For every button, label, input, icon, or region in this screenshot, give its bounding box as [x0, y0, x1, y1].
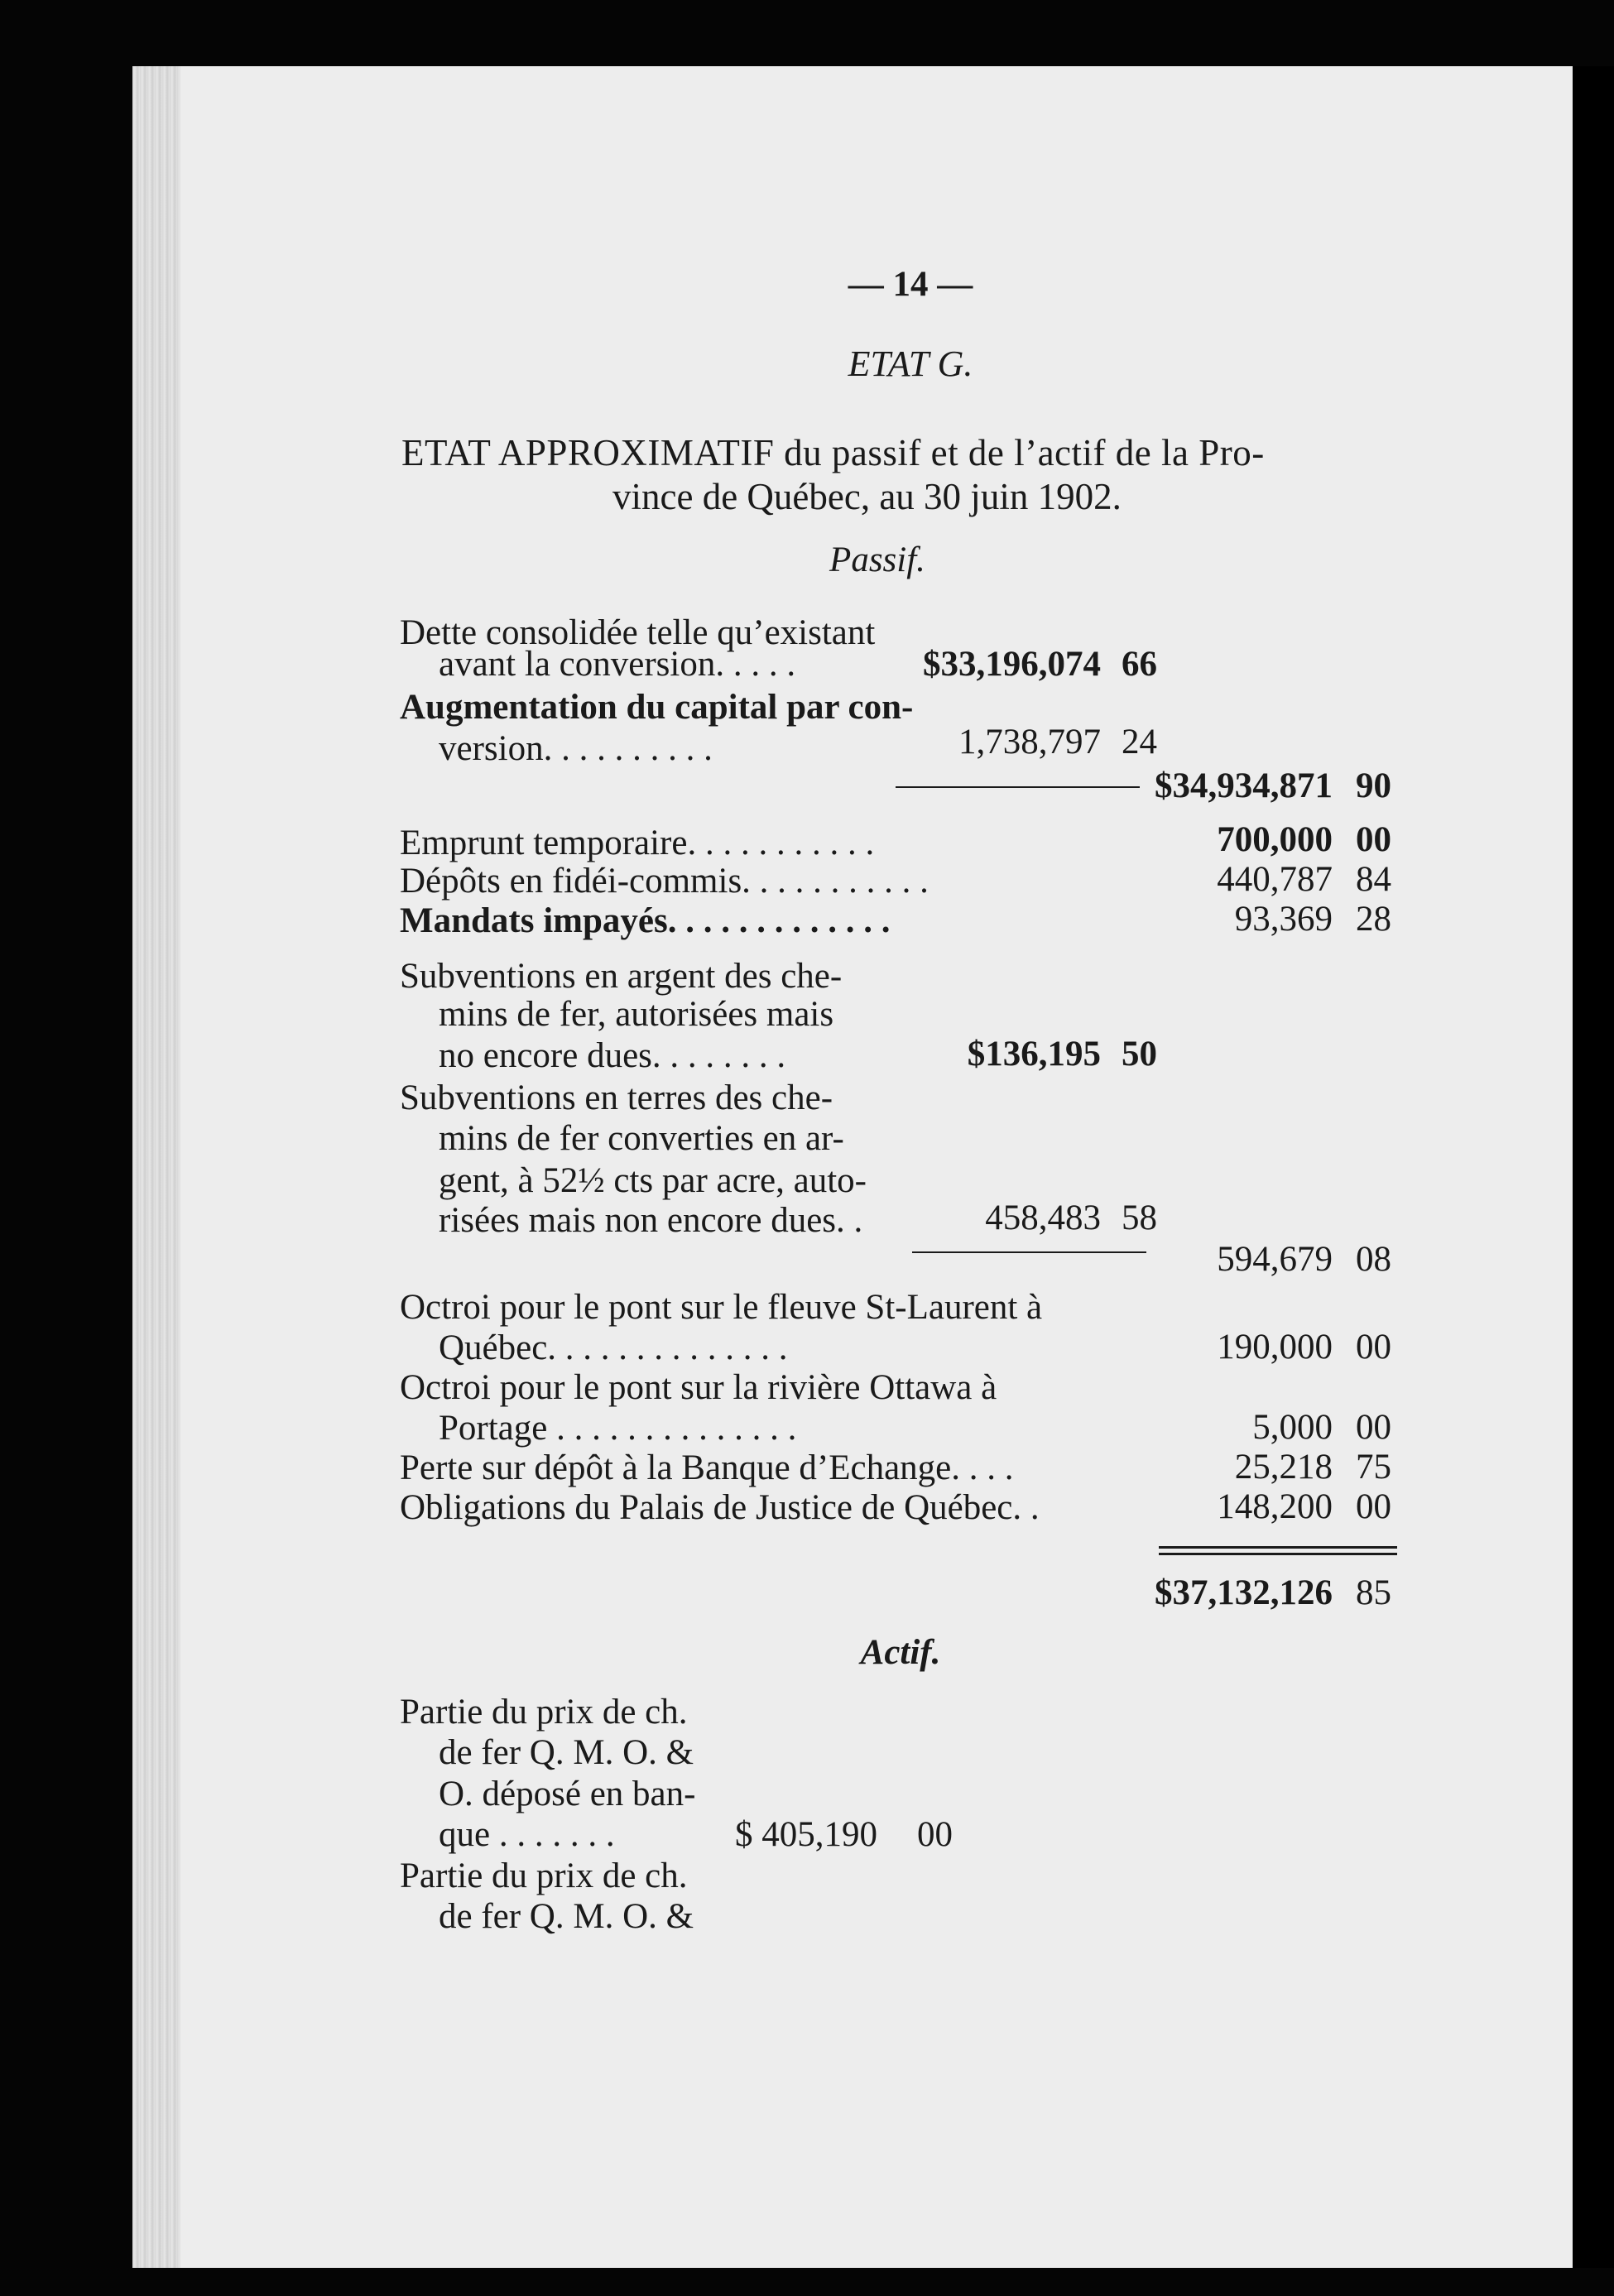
subv-argent-label-2: mins de fer, autorisées mais	[439, 995, 834, 1034]
octroi-ottawa-dollars: 5,000	[1252, 1408, 1333, 1447]
dette-total-dollars: $34,934,871	[1155, 766, 1333, 805]
obligations-dollars: 148,200	[1217, 1487, 1333, 1526]
depots-cents: 84	[1356, 860, 1391, 899]
subv-terres-label-2: mins de fer converties en ar-	[439, 1119, 844, 1158]
augmentation-label-2: version. . . . . . . . . .	[439, 729, 713, 768]
subv-argent-cents: 50	[1122, 1035, 1157, 1074]
obligations-label: Obligations du Palais de Justice de Québec. .	[400, 1488, 1040, 1527]
heading-line-1: ETAT APPROXIMATIF du passif et de l’actif de la Pro-	[401, 432, 1265, 473]
obligations-cents: 00	[1356, 1487, 1391, 1526]
emprunt-dollars: 700,000	[1217, 820, 1333, 859]
subv-argent-label-1: Subventions en argent des che-	[400, 957, 843, 996]
actif-item2-label-2: de fer Q. M. O. &	[439, 1897, 694, 1936]
actif-title: Actif.	[860, 1633, 941, 1672]
subv-terres-dollars: 458,483	[985, 1198, 1101, 1237]
total-rule-upper	[1159, 1546, 1397, 1549]
grand-total-cents: 85	[1356, 1573, 1391, 1612]
augmentation-cents: 24	[1122, 723, 1157, 761]
subv-terres-label-4: risées mais non encore dues. .	[439, 1201, 863, 1240]
octroi-stlaurent-dollars: 190,000	[1217, 1328, 1333, 1367]
dette-label-2: avant la conversion. . . . .	[439, 645, 796, 684]
state-title: ETAT G.	[848, 343, 973, 384]
depots-dollars: 440,787	[1217, 860, 1333, 899]
subv-terres-label-3: gent, à 52½ cts par acre, auto-	[439, 1161, 867, 1200]
emprunt-cents: 00	[1356, 820, 1391, 859]
actif-item1-label-1: Partie du prix de ch.	[400, 1693, 688, 1732]
subv-total-cents: 08	[1356, 1240, 1391, 1279]
perte-dollars: 25,218	[1234, 1448, 1333, 1487]
actif-item2-label-1: Partie du prix de ch.	[400, 1856, 688, 1895]
emprunt-label: Emprunt temporaire. . . . . . . . . . .	[400, 824, 875, 862]
dette-dollars: $33,196,074	[923, 645, 1101, 684]
octroi-ottawa-label-1: Octroi pour le pont sur la rivière Ottawa à	[400, 1368, 997, 1407]
passif-title: Passif.	[829, 540, 925, 579]
augmentation-label-1: Augmentation du capital par con-	[400, 688, 914, 727]
subv-argent-label-3: no encore dues. . . . . . . .	[439, 1036, 786, 1075]
dette-cents: 66	[1122, 645, 1157, 684]
total-rule-lower	[1159, 1553, 1397, 1555]
subv-terres-label-1: Subventions en terres des che-	[400, 1078, 833, 1117]
scan-border	[1573, 66, 1614, 2268]
octroi-stlaurent-label-2: Québec. . . . . . . . . . . . . .	[439, 1328, 788, 1367]
subv-total-dollars: 594,679	[1217, 1240, 1333, 1279]
dette-label-1: Dette consolidée telle qu’existant	[400, 613, 876, 652]
dette-total-cents: 90	[1356, 766, 1391, 805]
actif-item1-dollars: $ 405,190	[735, 1815, 877, 1854]
octroi-stlaurent-label-1: Octroi pour le pont sur le fleuve St-Laurent à	[400, 1288, 1043, 1327]
perte-cents: 75	[1356, 1448, 1391, 1487]
octroi-stlaurent-cents: 00	[1356, 1328, 1391, 1367]
page-binding-edge	[132, 66, 180, 2268]
subv-argent-dollars: $136,195	[967, 1035, 1101, 1074]
octroi-ottawa-cents: 00	[1356, 1408, 1391, 1447]
mandats-dollars: 93,369	[1234, 900, 1333, 939]
actif-item1-label-3: O. déposé en ban-	[439, 1775, 696, 1813]
grand-total-dollars: $37,132,126	[1155, 1573, 1333, 1612]
actif-item1-label-2: de fer Q. M. O. &	[439, 1733, 694, 1772]
octroi-ottawa-label-2: Portage . . . . . . . . . . . . . .	[439, 1409, 797, 1448]
mandats-cents: 28	[1356, 900, 1391, 939]
actif-item1-cents: 00	[917, 1815, 953, 1854]
augmentation-dollars: 1,738,797	[958, 723, 1101, 761]
page-number: — 14 —	[848, 265, 973, 304]
depots-label: Dépôts en fidéi-commis. . . . . . . . . . .	[400, 862, 929, 901]
heading-line-2: vince de Québec, au 30 juin 1902.	[612, 476, 1122, 517]
subv-terres-cents: 58	[1122, 1198, 1157, 1237]
perte-label: Perte sur dépôt à la Banque d’Echange. . . .	[400, 1448, 1014, 1487]
actif-item1-label-4: que . . . . . . .	[439, 1815, 615, 1854]
mandats-label: Mandats impayés. . . . . . . . . . . . .	[400, 901, 891, 940]
